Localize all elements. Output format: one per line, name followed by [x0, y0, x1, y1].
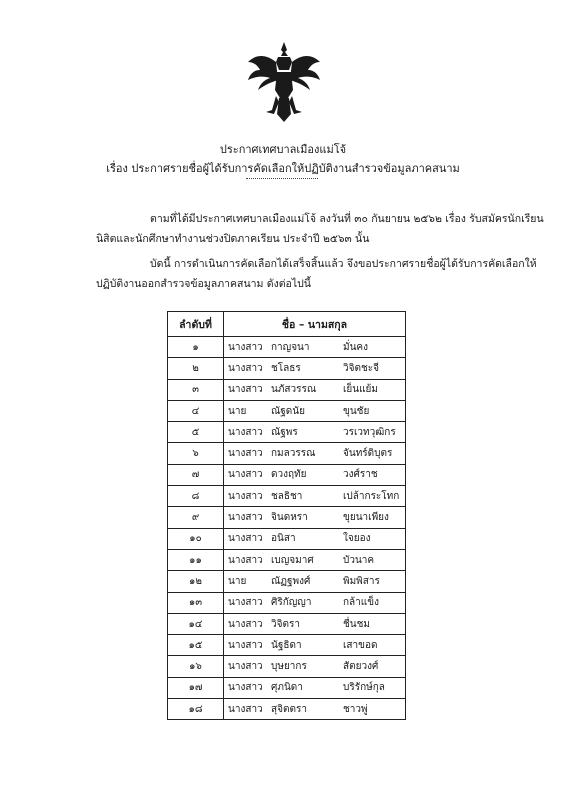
first-name: เบญจมาศ	[271, 554, 314, 566]
row-full-name	[224, 635, 406, 656]
last-name: บัวนาค	[343, 554, 375, 566]
row-full-name	[224, 613, 406, 634]
dotted-separator	[246, 178, 318, 179]
name-title: นางสาว	[228, 469, 263, 481]
name-title: นางสาว	[228, 341, 263, 353]
paragraph-2-line-1: บัดนี้ การดำเนินการคัดเลือกได้เสร็จสิ้นแล้ว จึงขอประกาศรายชื่อผู้ได้รับการคัดเลือกให้	[150, 258, 537, 270]
name-title: นางสาว	[228, 554, 263, 566]
table-row	[168, 464, 406, 485]
row-number: ๘	[168, 486, 224, 507]
table-row	[168, 337, 406, 358]
table-row	[168, 400, 406, 421]
row-full-name	[224, 400, 406, 421]
name-title: นางสาว	[228, 703, 263, 715]
last-name: มั่นคง	[343, 341, 368, 353]
table-row	[168, 549, 406, 570]
last-name: พิมพิสาร	[343, 575, 380, 587]
row-number: ๑๖	[168, 656, 224, 677]
name-title: นางสาว	[228, 533, 263, 545]
announcement-subject: เรื่อง ประกาศรายชื่อผู้ได้รับการคัดเลือกให้ปฏิบัติงานสำรวจข้อมูลภาคสนาม	[106, 162, 460, 175]
first-name: ชลธิชา	[271, 490, 303, 502]
name-title: นางสาว	[228, 512, 263, 524]
last-name: ใจยอง	[343, 533, 371, 545]
first-name: สุจิตตรา	[271, 703, 307, 715]
first-name: ณัฐดนัย	[271, 405, 305, 417]
last-name: เสาขอด	[343, 639, 378, 651]
last-name: ชื่นชม	[343, 618, 371, 630]
name-title: นางสาว	[228, 362, 263, 374]
name-title: นาย	[228, 575, 247, 587]
row-full-name	[224, 699, 406, 720]
name-title: นางสาว	[228, 426, 263, 438]
last-name: เย็นแย้ม	[343, 384, 379, 396]
first-name: ศิริกัญญา	[271, 597, 312, 609]
name-title: นางสาว	[228, 618, 263, 630]
first-name: ศุภนิดา	[271, 682, 303, 694]
table-row	[168, 677, 406, 698]
row-number: ๑๓	[168, 592, 224, 613]
table-row	[168, 635, 406, 656]
row-full-name	[224, 464, 406, 485]
first-name: กาญจนา	[271, 341, 310, 353]
row-number: ๓	[168, 379, 224, 400]
last-name: สัตยวงศ์	[343, 661, 379, 673]
first-name: นภัสวรรณ	[271, 384, 317, 396]
first-name: อนิสา	[271, 533, 296, 545]
row-number: ๖	[168, 443, 224, 464]
row-number: ๑๘	[168, 699, 224, 720]
row-full-name	[224, 358, 406, 379]
first-name: ณัฏฐพงศ์	[271, 575, 311, 587]
last-name: วงศ์ราช	[343, 469, 378, 481]
last-name: ขุยนาเพียง	[343, 512, 389, 524]
first-name: ดวงฤทัย	[271, 469, 307, 481]
name-title: นางสาว	[228, 639, 263, 651]
name-title: นางสาว	[228, 597, 263, 609]
row-number: ๕	[168, 422, 224, 443]
row-full-name	[224, 592, 406, 613]
row-full-name	[224, 571, 406, 592]
row-number: ๑	[168, 337, 224, 358]
first-name: วิจิตรา	[271, 618, 300, 630]
name-title: นางสาว	[228, 448, 263, 460]
table-row	[168, 486, 406, 507]
row-full-name	[224, 528, 406, 549]
first-name: กมลวรรณ	[271, 448, 316, 460]
table-row	[168, 443, 406, 464]
table-row	[168, 571, 406, 592]
table-row	[168, 379, 406, 400]
table-row	[168, 592, 406, 613]
paragraph-2-line-2: ปฏิบัติงานออกสำรวจข้อมูลภาคสนาม ดังต่อไปนี้	[96, 278, 311, 290]
last-name: กล้าแข็ง	[343, 597, 379, 609]
table-row	[168, 358, 406, 379]
name-title: นางสาว	[228, 490, 263, 502]
row-number: ๑๗	[168, 677, 224, 698]
row-number: ๒	[168, 358, 224, 379]
name-title: นางสาว	[228, 384, 263, 396]
row-full-name	[224, 337, 406, 358]
row-number: ๗	[168, 464, 224, 485]
row-number: ๑๑	[168, 549, 224, 570]
row-full-name	[224, 443, 406, 464]
row-number: ๑๔	[168, 613, 224, 634]
column-header-number: ลำดับที่	[168, 312, 224, 337]
announcement-title: ประกาศเทศบาลเมืองแม่โจ้	[219, 143, 347, 156]
row-full-name	[224, 677, 406, 698]
row-number: ๑๐	[168, 528, 224, 549]
row-full-name	[224, 379, 406, 400]
row-full-name	[224, 422, 406, 443]
table-row	[168, 656, 406, 677]
last-name: เปล้ากระโทก	[343, 490, 400, 502]
table-row	[168, 528, 406, 549]
last-name: ขุนชัย	[343, 405, 370, 417]
last-name: จันทร์ดิบุตร	[343, 448, 393, 460]
row-full-name	[224, 656, 406, 677]
name-title: นางสาว	[228, 682, 263, 694]
column-header-name: ชื่อ – นามสกุล	[224, 312, 406, 337]
row-number: ๑๕	[168, 635, 224, 656]
last-name: บริรักษ์กุล	[343, 682, 385, 694]
row-full-name	[224, 507, 406, 528]
last-name: วิจิตชะจี	[343, 362, 379, 374]
first-name: ชโลธร	[271, 362, 301, 374]
first-name: นัฐธิดา	[271, 639, 302, 651]
first-name: ณัฐพร	[271, 426, 298, 438]
last-name: วรเวทวุฒิกร	[343, 426, 396, 438]
last-name: ชาวพู่	[343, 703, 368, 715]
row-full-name	[224, 486, 406, 507]
table-row	[168, 613, 406, 634]
paragraph-1-line-2: นิสิตและนักศึกษาทำงานช่วงปิดภาคเรียน ประจำปี ๒๕๖๓ นั้น	[96, 233, 370, 245]
table-header-row	[168, 312, 406, 337]
name-title: นางสาว	[228, 661, 263, 673]
row-number: ๔	[168, 400, 224, 421]
table-body	[168, 337, 406, 720]
row-number: ๑๒	[168, 571, 224, 592]
row-number: ๙	[168, 507, 224, 528]
table-row	[168, 699, 406, 720]
first-name: จินดหรา	[271, 512, 308, 524]
paragraph-1-line-1: ตามที่ได้มีประกาศเทศบาลเมืองแม่โจ้ ลงวันที่ ๓๐ กันยายน ๒๕๖๒ เรื่อง รับสมัครนักเรียน	[150, 213, 544, 225]
table-row	[168, 422, 406, 443]
selected-names-table	[167, 311, 406, 720]
table-row	[168, 507, 406, 528]
name-title: นาย	[228, 405, 247, 417]
garuda-emblem-icon	[246, 40, 322, 124]
first-name: บุษยากร	[271, 661, 307, 673]
row-full-name	[224, 549, 406, 570]
